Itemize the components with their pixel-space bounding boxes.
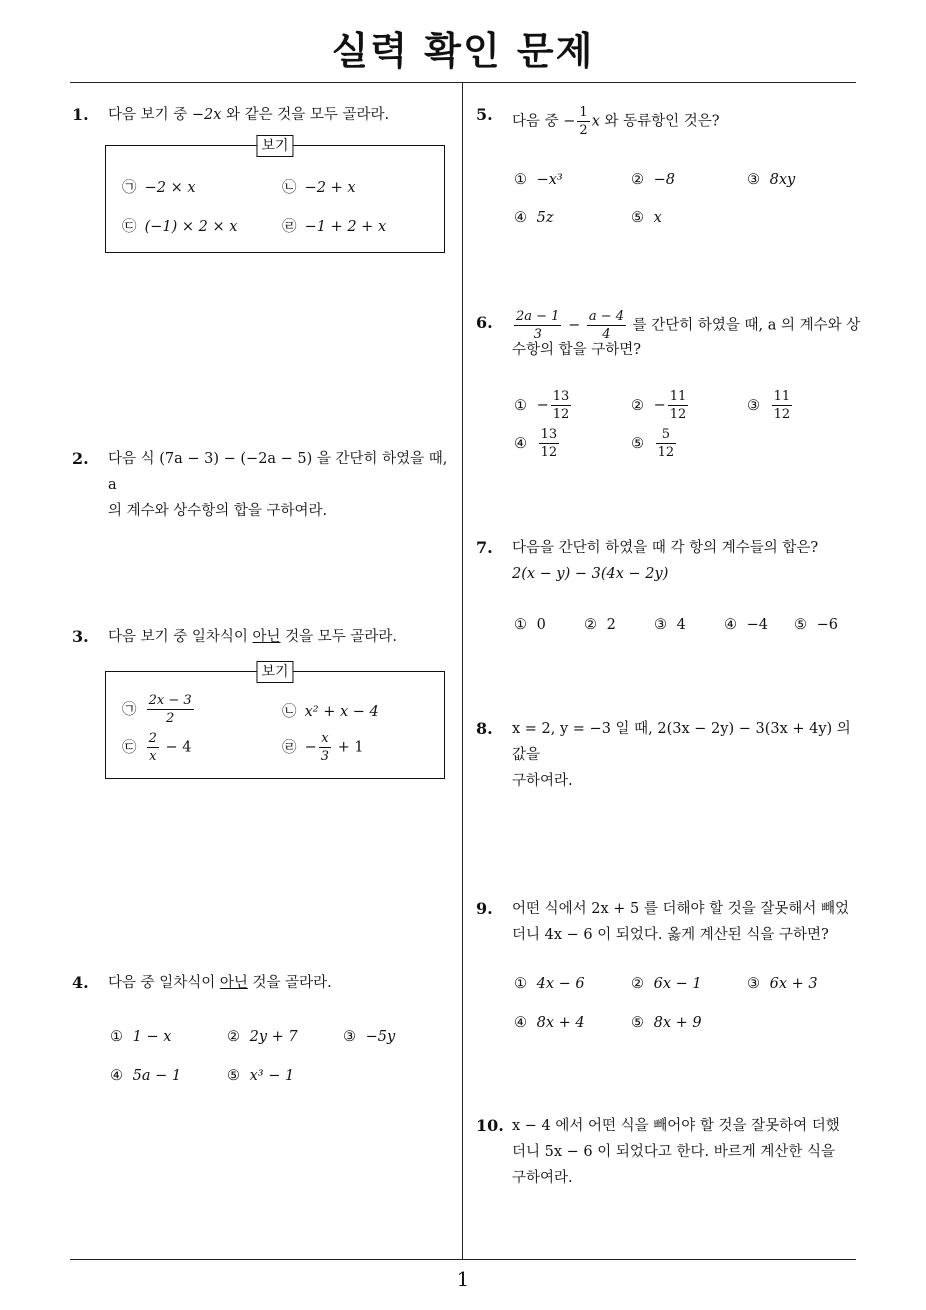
choice-2[interactable]: ② 2y + 7 bbox=[227, 1029, 298, 1045]
problem-1 bbox=[72, 102, 452, 262]
problem-text: 다음 보기 중 −2x 와 같은 것을 모두 골라라. bbox=[108, 107, 390, 123]
column-divider bbox=[462, 83, 463, 1259]
choice-2[interactable]: ② − $\frac{11}{12}$ bbox=[631, 389, 687, 422]
choice-4[interactable]: ④ 5a − 1 bbox=[110, 1068, 182, 1084]
problem-number: 4. bbox=[72, 973, 89, 992]
choice-4[interactable]: ④ 8x + 4 bbox=[514, 1015, 585, 1031]
problem-10 bbox=[476, 1113, 861, 1203]
problem-text: x = 2, y = −3 일 때, 2(3x − 2y) − 3(3x + 4y) 의 값을 구하여라. bbox=[512, 721, 851, 789]
problem-7 bbox=[476, 535, 861, 645]
choice-4[interactable]: ④ $\frac{13}{12}$ bbox=[514, 427, 558, 460]
problem-number: 3. bbox=[72, 627, 89, 646]
choice-2[interactable]: ② −8 bbox=[631, 172, 675, 188]
problem-6 bbox=[476, 310, 861, 470]
example-item: ㉡ x² + x − 4 bbox=[282, 704, 379, 720]
bottom-divider bbox=[70, 1259, 856, 1260]
example-item: ㉢ (−1) × 2 × x bbox=[122, 219, 238, 235]
example-item: ㉣ −1 + 2 + x bbox=[282, 219, 387, 235]
problem-8 bbox=[476, 716, 861, 789]
choice-3[interactable]: ③ −5y bbox=[343, 1029, 396, 1045]
example-item: ㉠ $\frac{2x - 3}{2}$ bbox=[122, 693, 192, 726]
problem-text: x − 4 에서 어떤 식을 빼어야 할 것을 잘못하여 더했 더니 5x − 6 이 되었다고 한다. 바르게 계산한 식을 구하여라. bbox=[512, 1118, 840, 1186]
problem-number: 9. bbox=[476, 899, 493, 918]
example-item: ㉡ −2 + x bbox=[282, 180, 356, 196]
example-box bbox=[105, 138, 445, 253]
problem-number: 8. bbox=[476, 719, 493, 738]
choice-5[interactable]: ⑤ x bbox=[631, 210, 662, 226]
problem-number: 1. bbox=[72, 105, 89, 124]
choice-1[interactable]: ① − $\frac{13}{12}$ bbox=[514, 389, 570, 422]
problem-text: 다음을 간단히 하였을 때 각 항의 계수들의 합은? 2(x − y) − 3(4x − 2y) bbox=[512, 540, 819, 582]
problem-text: 다음 식 (7a − 3) − (−2a − 5) 을 간단히 하였을 때, a 의 계수와 상수항의 합을 구하여라. bbox=[108, 451, 448, 519]
choice-2[interactable]: ② 6x − 1 bbox=[631, 976, 702, 992]
example-box-label: 보기 bbox=[256, 135, 293, 157]
top-divider bbox=[70, 82, 856, 83]
problem-9 bbox=[476, 896, 861, 1036]
problem-number: 5. bbox=[476, 105, 493, 124]
problem-number: 2. bbox=[72, 449, 89, 468]
choice-5[interactable]: ⑤ 8x + 9 bbox=[631, 1015, 702, 1031]
problem-text: $\frac{2a - 1}{3}$ − $\frac{a - 4}{4}$ 를 간단히 하였을 때, a 의 계수와 상 수항의 합을 구하면? bbox=[512, 309, 861, 358]
problem-5 bbox=[476, 102, 861, 232]
problem-2 bbox=[72, 446, 457, 519]
choice-3[interactable]: ③ 4 bbox=[654, 617, 686, 633]
page-number: 1 bbox=[456, 1267, 470, 1291]
choice-5[interactable]: ⑤ x³ − 1 bbox=[227, 1068, 295, 1084]
problem-text: 어떤 식에서 2x + 5 를 더해야 할 것을 잘못해서 빼었 더니 4x − 6 이 되었다. 옳게 계산된 식을 구하면? bbox=[512, 901, 849, 943]
choice-1[interactable]: ① 4x − 6 bbox=[514, 976, 585, 992]
choice-4[interactable]: ④ −4 bbox=[724, 617, 768, 633]
problem-text: 다음 중 일차식이 아닌 것을 골라라. bbox=[108, 975, 332, 991]
choice-3[interactable]: ③ 8xy bbox=[747, 172, 796, 188]
problem-number: 7. bbox=[476, 538, 493, 557]
example-item: ㉣ − $\frac{x}{3}$ + 1 bbox=[282, 731, 364, 764]
problem-number: 10. bbox=[476, 1116, 504, 1135]
choice-1[interactable]: ① 0 bbox=[514, 617, 546, 633]
problem-3 bbox=[72, 624, 452, 784]
choice-4[interactable]: ④ 5z bbox=[514, 210, 554, 226]
choice-2[interactable]: ② 2 bbox=[584, 617, 616, 633]
example-item: ㉢ $\frac{2}{x}$ − 4 bbox=[122, 731, 192, 764]
problem-number: 6. bbox=[476, 313, 493, 332]
example-item: ㉠ −2 × x bbox=[122, 180, 196, 196]
problem-text: 다음 중 − $\frac{1}{2}$ x 와 동류항인 것은? bbox=[512, 105, 720, 138]
problem-text: 다음 보기 중 일차식이 아닌 것을 모두 골라라. bbox=[108, 629, 398, 645]
page-title: 실력 확인 문제 bbox=[331, 29, 595, 73]
choice-3[interactable]: ③ $\frac{11}{12}$ bbox=[747, 389, 791, 422]
example-box-label: 보기 bbox=[256, 661, 293, 683]
choice-3[interactable]: ③ 6x + 3 bbox=[747, 976, 818, 992]
choice-5[interactable]: ⑤ $\frac{5}{12}$ bbox=[631, 427, 675, 460]
choice-5[interactable]: ⑤ −6 bbox=[794, 617, 838, 633]
choice-1[interactable]: ① −x³ bbox=[514, 172, 563, 188]
example-box bbox=[105, 664, 445, 779]
choice-1[interactable]: ① 1 − x bbox=[110, 1029, 172, 1045]
problem-4 bbox=[72, 970, 452, 1090]
